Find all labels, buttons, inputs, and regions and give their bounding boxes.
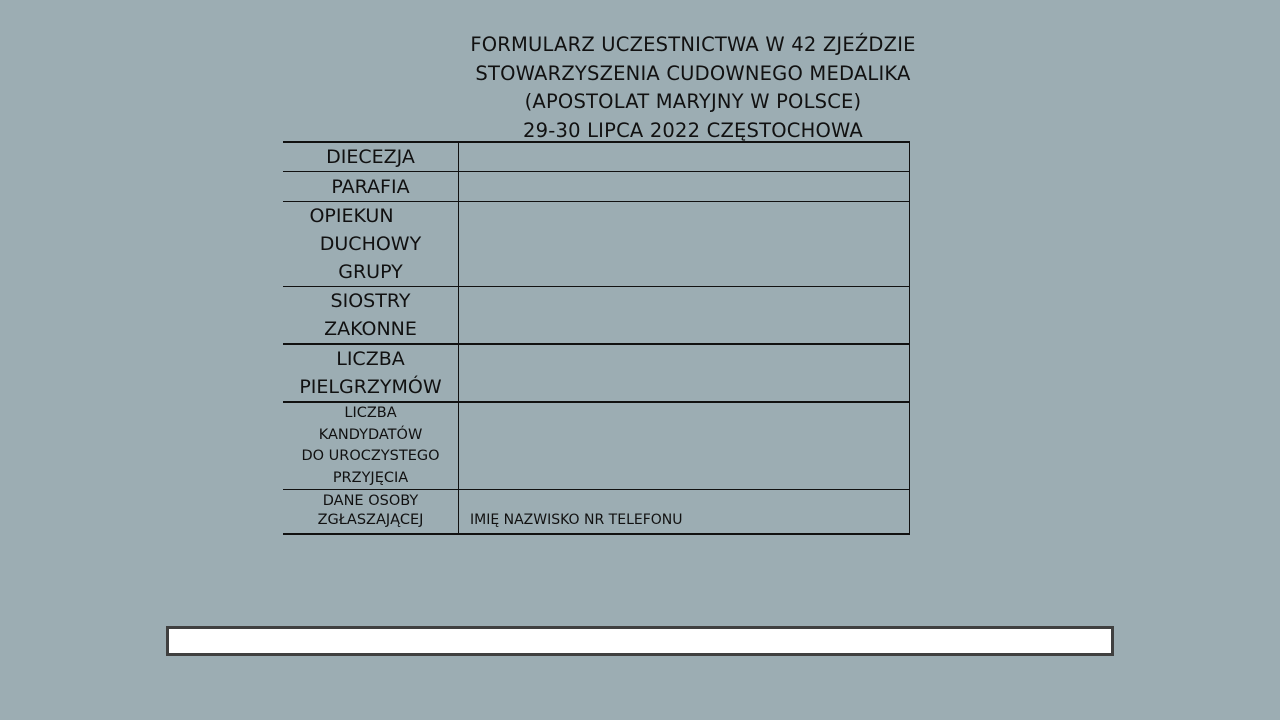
field-pielgrzymi[interactable]	[459, 344, 910, 402]
title-line-1: FORMULARZ UCZESTNICTWA W 42 ZJEŹDZIE	[470, 33, 916, 56]
row-siostry	[283, 287, 910, 345]
hint-zglaszajacy: IMIĘ NAZWISKO NR TELEFONU	[470, 511, 683, 528]
label-siostry: SIOSTRY ZAKONNE	[283, 287, 459, 345]
bottom-text-box[interactable]	[166, 626, 1114, 656]
field-parafia[interactable]	[459, 172, 910, 202]
label-diecezja: DIECEZJA	[283, 142, 459, 172]
form-title	[430, 31, 956, 145]
participation-form-table	[283, 141, 910, 535]
label-opiekun: OPIEKUN DUCHOWY GRUPY	[283, 202, 459, 287]
title-line-2: STOWARZYSZENIA CUDOWNEGO MEDALIKA	[475, 61, 911, 85]
row-parafia	[283, 172, 910, 202]
field-zglaszajacy[interactable]	[459, 490, 910, 534]
title-line-3: (APOSTOLAT MARYJNY W POLSCE)	[524, 90, 862, 113]
label-pielgrzymi: LICZBA PIELGRZYMÓW	[283, 344, 459, 402]
label-zglaszajacy: DANE OSOBY ZGŁASZAJĄCEJ	[283, 490, 459, 534]
row-diecezja	[283, 142, 910, 172]
row-opiekun	[283, 202, 910, 287]
field-siostry[interactable]	[459, 287, 910, 345]
label-kandydaci: LICZBA KANDYDATÓW DO UROCZYSTEGO PRZYJĘCIA	[283, 402, 459, 490]
field-diecezja[interactable]	[459, 142, 910, 172]
field-opiekun[interactable]	[459, 202, 910, 287]
row-pielgrzymi	[283, 344, 910, 402]
label-parafia: PARAFIA	[283, 172, 459, 202]
row-kandydaci	[283, 402, 910, 490]
row-zglaszajacy	[283, 490, 910, 534]
field-kandydaci[interactable]	[459, 402, 910, 490]
title-line-4: 29-30 LIPCA 2022 CZĘSTOCHOWA	[523, 118, 863, 142]
